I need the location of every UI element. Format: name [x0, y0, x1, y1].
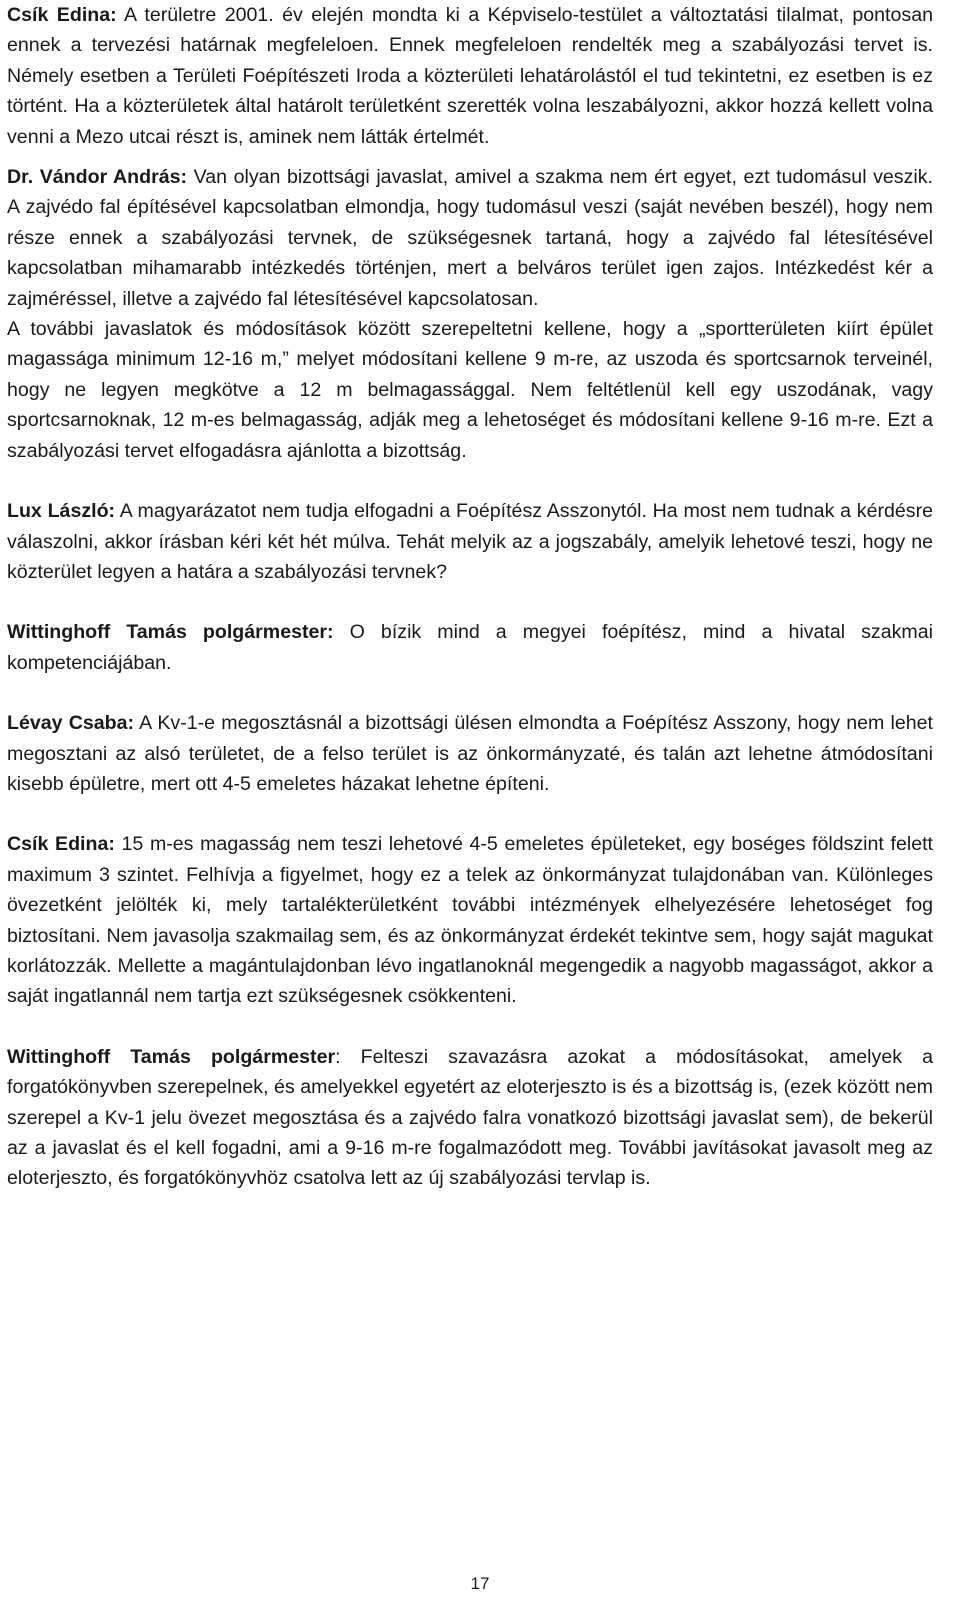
document-page — [7, 0, 933, 1194]
page-number: 17 — [470, 1574, 490, 1593]
speaker-name: Dr. Vándor András: — [7, 166, 188, 189]
speaker-name: Lux László: — [7, 500, 116, 523]
paragraph-vandor-andras — [7, 162, 933, 314]
paragraph-javaslatok — [7, 314, 933, 466]
paragraph-text: Van olyan bizottsági javaslat, amivel a szakma nem ért egyet, ezt tudomásul veszik. A zajvédo fal építésével kapcsolatban elmondja, hogy tudomásul veszi (saját nevében beszél), hogy nem része ennek a szabályozási tervnek, de szükségesnek tartaná, hogy a zajvédo fal létesítésével kapcsolatban mihamarabb intézkedés történjen, mert a belváros terület igen zajos. Intézkedést kér a zajméréssel, illetve a zajvédo fal létesítésével kapcsolatosan. — [7, 166, 933, 310]
speaker-name: Wittinghoff Tamás polgármester — [7, 1045, 336, 1068]
speaker-name: Lévay Csaba: — [7, 712, 135, 735]
paragraph-text: 15 m-es magasság nem teszi lehetové 4-5 emeletes épületeket, egy boséges földszint felett maximum 3 szintet. Felhívja a figyelmet, hogy ez a telek az önkormányzat tulajdonában van. Különleges övezetként jelölték ki, mely tartalékterületként további intézmények elhelyezésére lehetoséget fog biztosítani. Nem javasolja szakmailag sem, és az önkormányzat érdekét tekintve sem, hogy saját magukat korlátozzák. Mellette a magántulajdonban lévo ingatlanoknál megengedik a nagyobb magasságot, akkor a saját ingatlannál nem tartja ezt szükségesnek csökkenteni. — [7, 833, 933, 1008]
paragraph-text: A magyarázatot nem tudja elfogadni a Foépítész Asszonytól. Ha most nem tudnak a kérdésre válaszolni, akkor írásban kéri két hét múlva. Tehát melyik az a jogszabály, amelyik lehetové teszi, hogy ne közterület legyen a határa a szabályozási tervnek? — [7, 500, 933, 583]
speaker-name: Csík Edina: — [7, 833, 115, 856]
speaker-name: Csík Edina: — [7, 4, 117, 26]
paragraph-text: A Kv-1-e megosztásnál a bizottsági ülésen elmondta a Foépítész Asszony, hogy nem lehet megosztani az alsó területet, de a felso terület is az önkormányzaté, és talán azt lehetne átmódosítani kisebb épületre, mert ott 4-5 emeletes házakat lehetne építeni. — [7, 712, 933, 795]
paragraph-text: A további javaslatok és módosítások között szerepeltetni kellene, hogy a „sportterületen kiírt épület magassága minimum 12-16 m,” melyet módosítani kellene 9 m-re, az uszoda és sportcsarnok terveinél, hogy ne legyen megkötve a 12 m belmagassággal. Nem feltétlenül kell egy uszodának, vagy sportcsarnoknak, 12 m-es belmagasság, adják meg a lehetoséget és módosítani kellene 9-16 m-re. Ezt a szabályozási tervet elfogadásra ajánlotta a bizottság. — [7, 318, 933, 462]
paragraph-wittinghoff-2 — [7, 1042, 933, 1194]
paragraph-text: O bízik mind a megyei foépítész, mind a hivatal szakmai kompetenciájában. — [7, 621, 933, 674]
paragraph-text: A területre 2001. év elején mondta ki a Képviselo-testület a változtatási tilalmat, pontosan ennek a tervezési határnak megfeleloen. Ennek megfeleloen rendelték meg a szabályozási tervet is. Némely esetben a Területi Foépítészeti Iroda a közterületi lehatárolástól el tud tekintetni, ez esetben is ez történt. Ha a közterületek által határolt területként szerették volna leszabályozni, akkor hozzá kellett volna venni a Mezo utcai részt is, aminek nem látták értelmét. — [7, 4, 933, 148]
paragraph-csik-edina-1 — [7, 0, 933, 152]
speaker-name: Wittinghoff Tamás polgármester: — [7, 621, 334, 644]
paragraph-csik-edina-2 — [7, 829, 933, 1011]
paragraph-lux-laszlo — [7, 496, 933, 587]
paragraph-text: : Felteszi szavazásra azokat a módosításokat, amelyek a forgatókönyvben szerepelnek, és amelyekkel egyetért az eloterjeszto is és a bizottság is, (ezek között nem szerepel a Kv-1 jelu övezet megosztása és a zajvédo falra vonatkozó bizottsági javaslat sem), de bekerül az a javaslat és el kell fogadni, ami a 9-16 m-re fogalmazódott meg. További javításokat javasolt meg az eloterjeszto, és forgatókönyvhöz csatolva lett az új szabályozási tervlap is. — [7, 1045, 933, 1190]
paragraph-wittinghoff-1 — [7, 617, 933, 678]
paragraph-levay-csaba — [7, 708, 933, 799]
